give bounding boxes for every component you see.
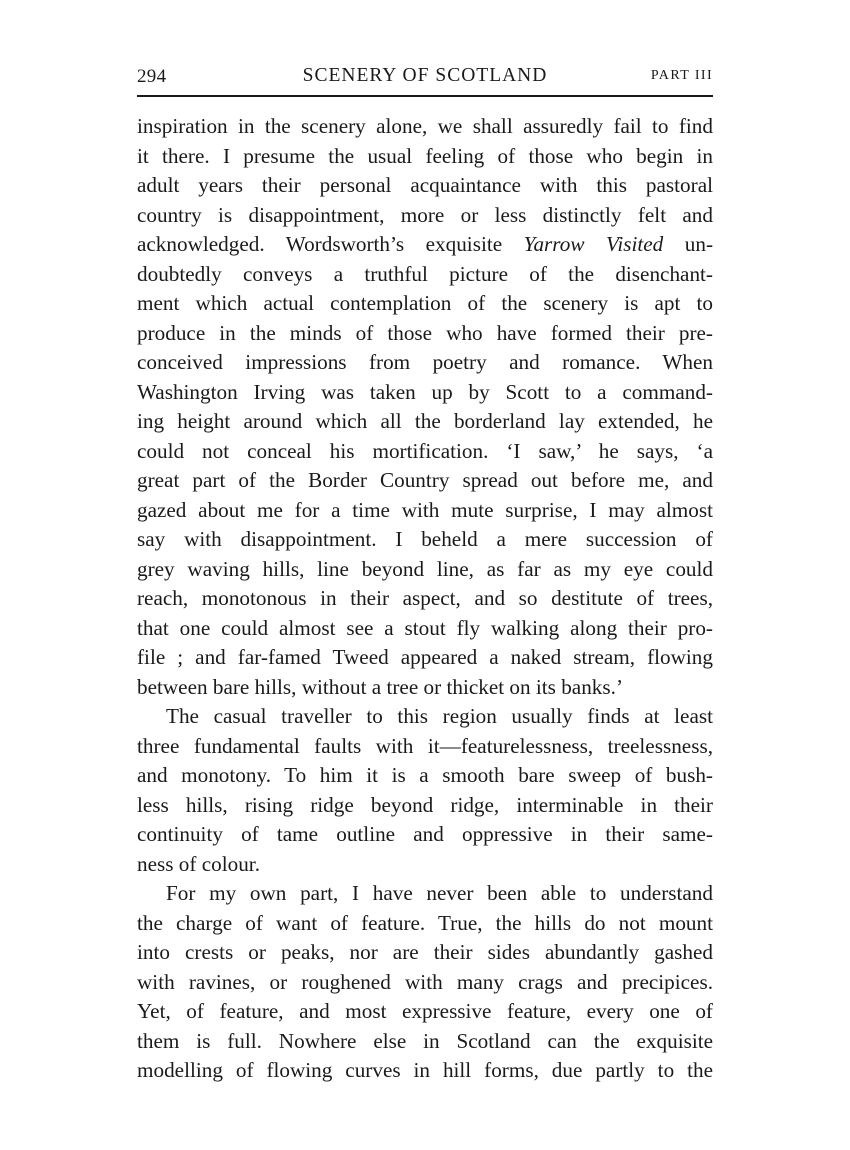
header-rule — [137, 95, 713, 97]
text-line: three fundamental faults with it—featurelessness, treelessness, — [137, 733, 713, 758]
running-head — [137, 62, 713, 92]
text-line: continuity of tame outline and oppressive in their same- — [137, 822, 713, 846]
text-line: ing height around which all the borderland lay extended, he — [137, 409, 713, 433]
text-line: ment which actual contemplation of the scenery is apt to — [137, 291, 713, 315]
text-line: say with disappointment. I beheld a mere succession of — [137, 527, 713, 551]
paragraph — [137, 702, 713, 879]
text-line: it there. I presume the usual feeling of those who begin in — [137, 143, 713, 168]
text-line: between bare hills, without a tree or thicket on its banks.’ — [137, 674, 623, 699]
text-line: file ; and far-famed Tweed appeared a naked stream, flowing — [137, 645, 713, 669]
text-line: Washington Irving was taken up by Scott to a command- — [137, 379, 713, 404]
part-label: PART III — [650, 68, 713, 83]
text-line: reach, monotonous in their aspect, and so destitute of trees, — [137, 586, 713, 610]
page-number: 294 — [137, 66, 167, 87]
text-line: doubtedly conveys a truthful picture of the disenchant- — [137, 261, 713, 286]
text-line: the charge of want of feature. True, the hills do not mount — [137, 910, 713, 935]
body-text — [137, 112, 713, 1086]
text-line: adult years their personal acquaintance with this pastoral — [137, 173, 713, 197]
text-line: could not conceal his mortification. ‘I saw,’ he says, ‘a — [137, 438, 713, 463]
text-line: ness of colour. — [137, 851, 260, 876]
book-page — [137, 62, 713, 1086]
text-segment: un- — [663, 232, 714, 256]
text-line: The casual traveller to this region usually finds at least — [166, 704, 713, 728]
paragraph — [137, 879, 713, 1086]
text-line: them is full. Nowhere else in Scotland can the exquisite — [137, 1028, 713, 1053]
text-line: great part of the Border Country spread out before me, and — [137, 468, 713, 492]
text-line: less hills, rising ridge beyond ridge, interminable in their — [137, 792, 713, 817]
text-line: conceived impressions from poetry and romance. When — [137, 350, 713, 374]
text-segment: acknowledged. Wordsworth’s exquisite — [137, 232, 524, 256]
text-line: gazed about me for a time with mute surprise, I may almost — [137, 497, 713, 522]
text-line: For my own part, I have never been able to understand — [166, 881, 713, 905]
paragraph — [137, 112, 713, 702]
text-line: Yet, of feature, and most expressive feature, every one of — [137, 999, 713, 1023]
text-line: produce in the minds of those who have formed their pre- — [137, 320, 713, 345]
text-line: modelling of flowing curves in hill forms, due partly to the — [137, 1058, 713, 1082]
text-line: country is disappointment, more or less distinctly felt and — [137, 202, 713, 227]
text-line: into crests or peaks, nor are their sides abundantly gashed — [137, 940, 713, 964]
running-title: SCENERY OF SCOTLAND — [302, 65, 548, 86]
text-line: that one could almost see a stout fly walking along their pro- — [137, 615, 713, 640]
text-line: grey waving hills, line beyond line, as far as my eye could — [137, 556, 713, 581]
text-line: inspiration in the scenery alone, we shall assuredly fail to find — [137, 114, 713, 138]
text-line — [137, 230, 713, 260]
text-line: and monotony. To him it is a smooth bare sweep of bush- — [137, 763, 713, 787]
italic-title: Yarrow Visited — [523, 232, 664, 256]
text-line: with ravines, or roughened with many crags and precipices. — [137, 969, 713, 994]
